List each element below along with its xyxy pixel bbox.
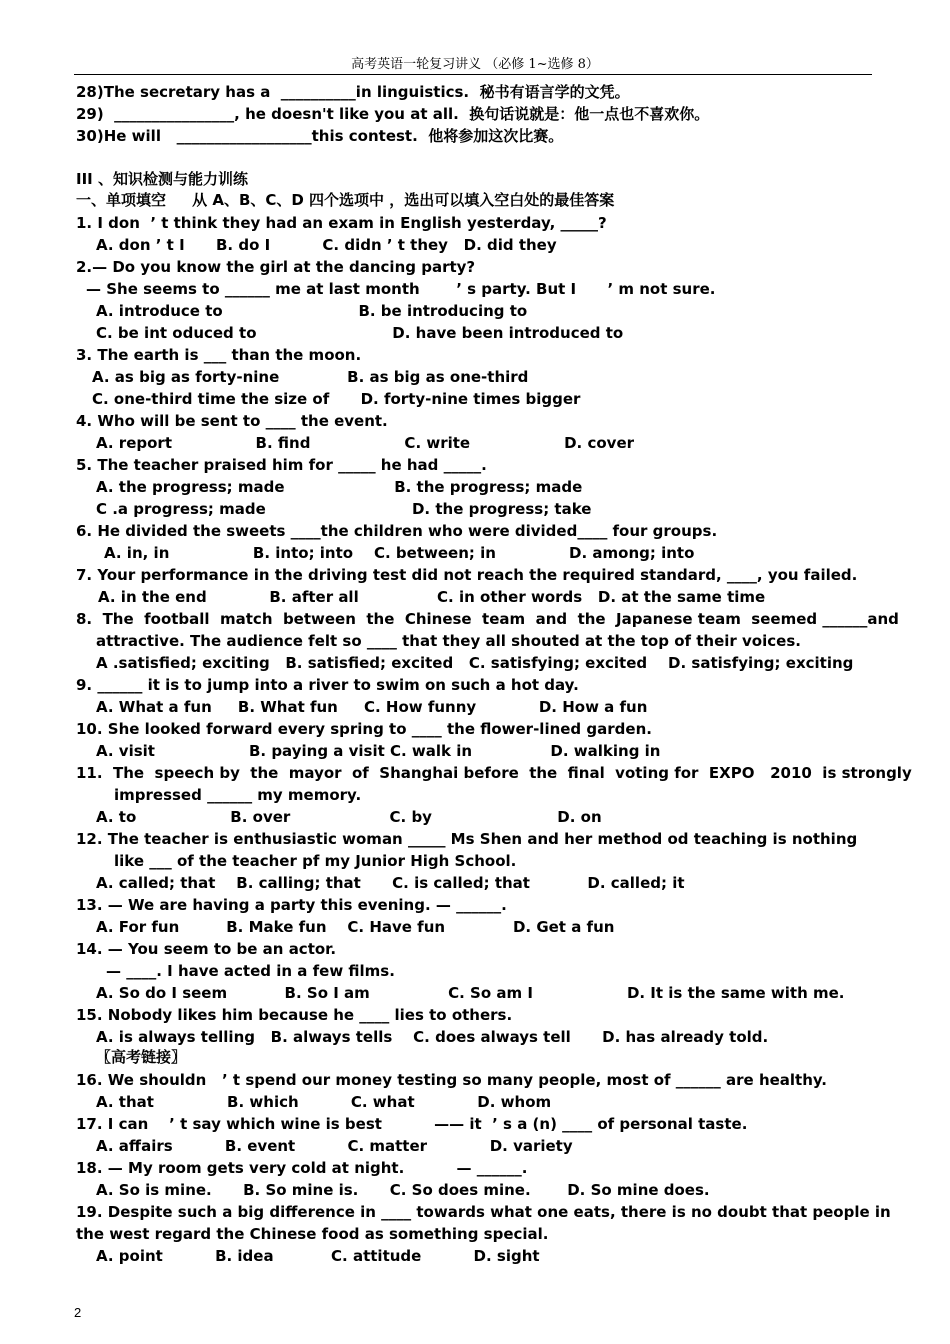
text-line: 15. Nobody likes him because he ____ lies to others. bbox=[76, 1006, 513, 1024]
text-line: III 、知识检测与能力训练 bbox=[76, 170, 248, 188]
text-line: 17. I can ’ t say which wine is best —— it ’ s a (n) ____ of personal taste. bbox=[76, 1115, 748, 1133]
text-line: A. in, in B. into; into C. between; in D. among; into bbox=[104, 544, 695, 562]
text-line: 30)He will __________________this contest. 他将参加这次比赛。 bbox=[76, 127, 564, 145]
text-line: 6. He divided the sweets ____the children who were divided____ four groups. bbox=[76, 522, 718, 540]
text-line: 19. Despite such a big difference in ____ towards what one eats, there is no doubt that people in bbox=[76, 1203, 891, 1221]
text-line: 29) ________________, he doesn't like you at all. 换句话说就是：他一点也不喜欢你。 bbox=[76, 105, 710, 123]
text-line: A. affairs B. event C. matter D. variety bbox=[96, 1137, 573, 1155]
text-line: impressed ______ my memory. bbox=[114, 786, 362, 804]
text-line: — She seems to ______ me at last month ’ s party. But I ’ m not sure. bbox=[86, 280, 716, 298]
text-line: 9. ______ it is to jump into a river to swim on such a hot day. bbox=[76, 676, 579, 694]
text-line: C .a progress; made D. the progress; take bbox=[96, 500, 592, 518]
text-line: A. that B. which C. what D. whom bbox=[96, 1093, 552, 1111]
text-line: A. called; that B. calling; that C. is called; that D. called; it bbox=[96, 874, 685, 892]
text-line: A. don ’ t I B. do I C. didn ’ t they D. did they bbox=[96, 236, 557, 254]
text-line: 28)The secretary has a __________in linguistics. 秘书有语言学的文凭。 bbox=[76, 83, 630, 101]
text-line: A. visit B. paying a visit C. walk in D. walking in bbox=[96, 742, 661, 760]
header-rule bbox=[74, 74, 872, 75]
page-header: 高考英语一轮复习讲义 （必修 1~选修 8） bbox=[351, 57, 599, 72]
text-line: A. is always telling B. always tells C. does always tell D. has already told. bbox=[96, 1028, 769, 1046]
text-line: A. introduce to B. be introducing to bbox=[96, 302, 528, 320]
text-line: 4. Who will be sent to ____ the event. bbox=[76, 412, 388, 430]
text-line: 一、单项填空 从 A、B、C、D 四个选项中 ，选出可以填入空白处的最佳答案 bbox=[76, 191, 615, 209]
text-line: 10. She looked forward every spring to ____ the flower-lined garden. bbox=[76, 720, 652, 738]
text-line: 13. — We are having a party this evening. — ______. bbox=[76, 896, 507, 914]
text-line: A. report B. find C. write D. cover bbox=[96, 434, 635, 452]
text-line: A. to B. over C. by D. on bbox=[96, 808, 602, 826]
text-line: A. as big as forty-nine B. as big as one-third bbox=[92, 368, 529, 386]
text-line: 12. The teacher is enthusiastic woman _____ Ms Shen and her method od teaching is nothing bbox=[76, 830, 858, 848]
text-line: 11. The speech by the mayor of Shanghai before the final voting for EXPO 2010 is strongly bbox=[76, 764, 912, 782]
text-line: 14. — You seem to be an actor. bbox=[76, 940, 337, 958]
text-line: attractive. The audience felt so ____ that they all shouted at the top of their voices. bbox=[96, 632, 801, 650]
text-line: A. So do I seem B. So I am C. So am I D. It is the same with me. bbox=[96, 984, 845, 1002]
text-line: A. in the end B. after all C. in other words D. at the same time bbox=[98, 588, 766, 606]
text-line: 3. The earth is ___ than the moon. bbox=[76, 346, 362, 364]
text-line: the west regard the Chinese food as something special. bbox=[76, 1225, 549, 1243]
text-line: 8. The football match between the Chinese team and the Japanese team seemed ______and bbox=[76, 610, 899, 628]
text-line: 〖高考链接〗 bbox=[96, 1048, 187, 1066]
text-line: A .satisfied; exciting B. satisfied; excited C. satisfying; excited D. satisfying; exciting bbox=[96, 654, 854, 672]
text-line: C. one-third time the size of D. forty-nine times bigger bbox=[92, 390, 581, 408]
text-line: A. For fun B. Make fun C. Have fun D. Get a fun bbox=[96, 918, 615, 936]
text-line: 2.— Do you know the girl at the dancing party? bbox=[76, 258, 476, 276]
text-line: — ____. I have acted in a few films. bbox=[106, 962, 395, 980]
text-line: like ___ of the teacher pf my Junior High School. bbox=[114, 852, 517, 870]
text-line: A. So is mine. B. So mine is. C. So does mine. D. So mine does. bbox=[96, 1181, 710, 1199]
text-line: A. point B. idea C. attitude D. sight bbox=[96, 1247, 540, 1265]
text-line: A. What a fun B. What fun C. How funny D. How a fun bbox=[96, 698, 648, 716]
text-line: A. the progress; made B. the progress; made bbox=[96, 478, 583, 496]
page-number: 2 bbox=[74, 1305, 82, 1320]
text-line: 16. We shouldn ’ t spend our money testing so many people, most of ______ are healthy. bbox=[76, 1071, 828, 1089]
text-line: 5. The teacher praised him for _____ he had _____. bbox=[76, 456, 487, 474]
text-line: 7. Your performance in the driving test did not reach the required standard, ____, you failed. bbox=[76, 566, 858, 584]
text-line: 18. — My room gets very cold at night. — ______. bbox=[76, 1159, 528, 1177]
text-line: 1. I don ’ t think they had an exam in English yesterday, _____? bbox=[76, 214, 607, 232]
text-line: C. be int oduced to D. have been introduced to bbox=[96, 324, 624, 342]
